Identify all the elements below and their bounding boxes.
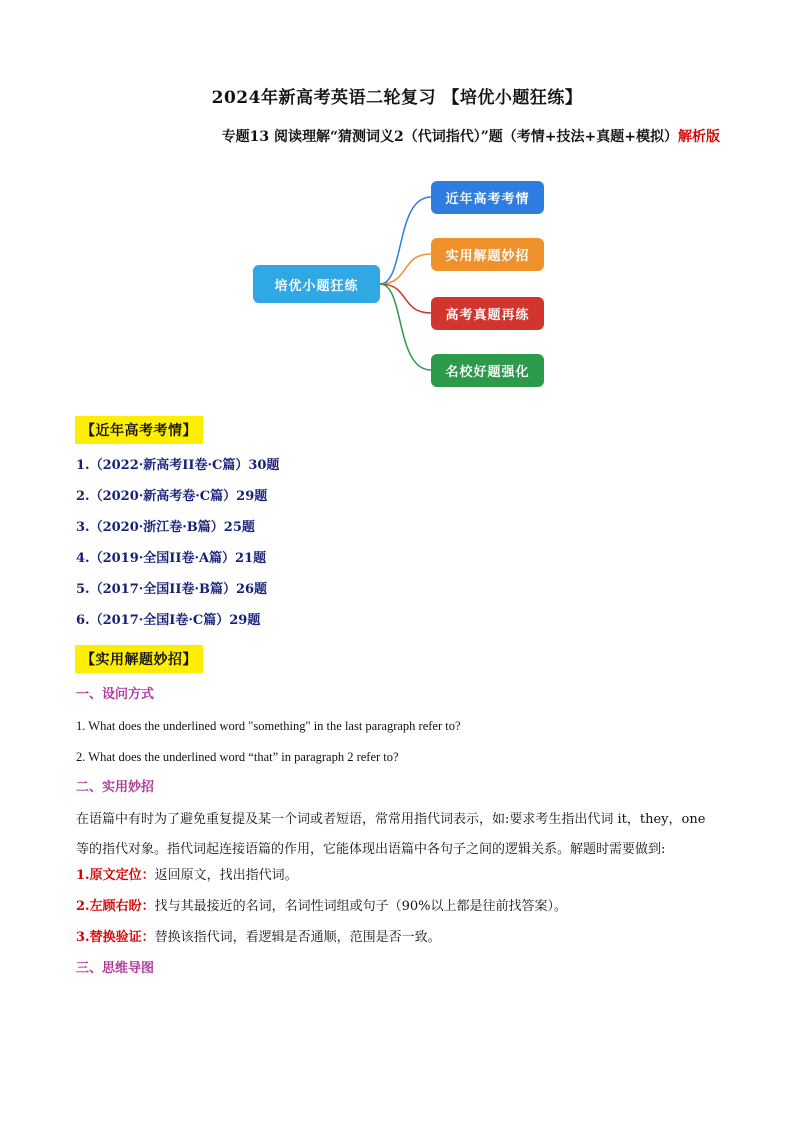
tip-label: 1.原文定位： <box>76 868 155 883</box>
section-heading-exam-trends: 【近年高考考情】 <box>75 416 203 444</box>
tip-text: 返回原文，找出指代词。 <box>154 868 298 883</box>
document-subtitle <box>222 126 720 146</box>
tip-2 <box>76 899 721 930</box>
part-heading-practical-tips: 二、实用妙招 <box>76 780 155 795</box>
tip-text: 找与其最接近的名词，名词性词组或句子（90%以上都是往前找答案）。 <box>154 899 567 914</box>
exam-question-list <box>76 458 279 644</box>
list-item: 5.（2017·全国II卷·B篇）26题 <box>76 582 268 597</box>
mind-map-branch-3: 高考真题再练 <box>431 297 544 330</box>
subtitle-main: 专题13 阅读理解“猜测词义2（代词指代）”题（考情+技法+真题+模拟） <box>221 129 678 145</box>
part-heading-mind-map: 三、思维导图 <box>76 961 155 976</box>
tip-text: 替换该指代词，看逻辑是否通顺，范围是否一致。 <box>154 930 441 945</box>
mind-map-branch-1: 近年高考考情 <box>431 181 544 214</box>
tip-label: 3.替换验证： <box>76 930 155 945</box>
mind-map-branch-4: 名校好题强化 <box>431 354 544 387</box>
mind-map-connectors <box>0 170 794 400</box>
list-item: 4.（2019·全国II卷·A篇）21题 <box>76 551 267 566</box>
mind-map-branch-2: 实用解题妙招 <box>431 238 544 271</box>
question-form-2: 2. What does the underlined word “that” in paragraph 2 refer to? <box>76 750 399 764</box>
tip-label: 2.左顾右盼： <box>76 899 155 914</box>
list-item: 2.（2020·新高考卷·C篇）29题 <box>76 489 268 504</box>
tip-3 <box>76 930 721 961</box>
tips-paragraph: 在语篇中有时为了避免重复提及某一个词或者短语，常常用指代词表示，如:要求考生指出代词 it，they，one 等的指代对象。指代词起连接语篇的作用，它能体现出语篇中各句子之间的逻辑关系。解题时需要做到: <box>76 812 706 857</box>
question-form-1: 1. What does the underlined word "something" in the last paragraph refer to? <box>76 719 461 733</box>
list-item: 6.（2017·全国I卷·C篇）29题 <box>76 613 261 628</box>
tips-content <box>76 687 721 992</box>
part-heading-question-forms: 一、设问方式 <box>76 687 155 702</box>
subtitle-suffix: 解析版 <box>678 129 720 145</box>
connector-1 <box>380 197 431 284</box>
list-item: 3.（2020·浙江卷·B篇）25题 <box>76 520 255 535</box>
connector-4 <box>380 284 431 370</box>
mind-map <box>0 170 794 400</box>
document-title: 2024年新高考英语二轮复习 【培优小题狂练】 <box>211 88 583 108</box>
list-item: 1.（2022·新高考II卷·C篇）30题 <box>76 458 280 473</box>
mind-map-root: 培优小题狂练 <box>253 265 380 303</box>
section-heading-tips: 【实用解题妙招】 <box>75 645 203 673</box>
tip-1 <box>76 868 721 899</box>
